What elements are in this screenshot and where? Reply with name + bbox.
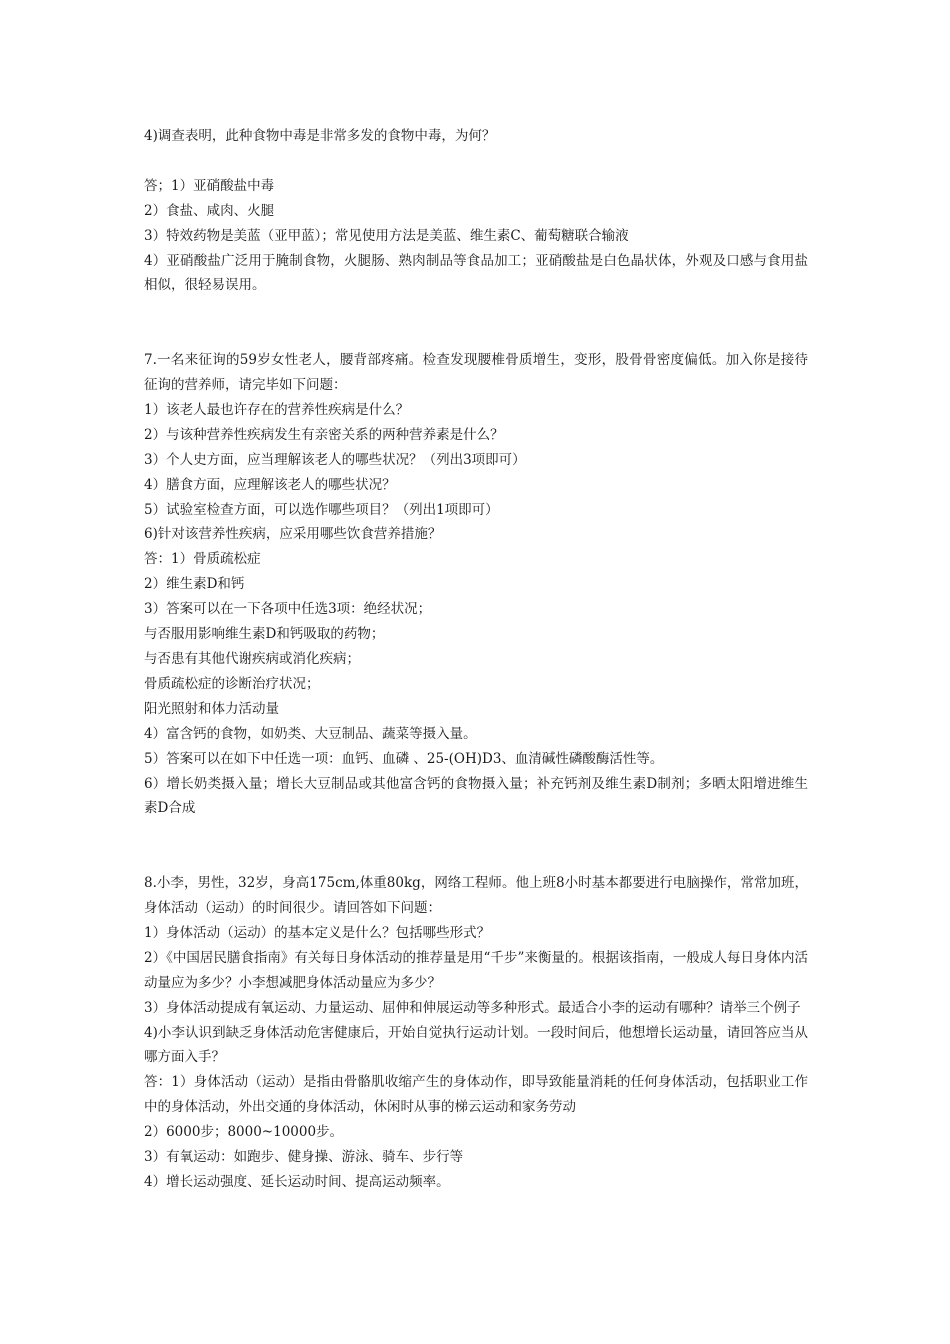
q7-question-5: 5）试验室检查方面，可以选作哪些项目？（列出1项即可） (144, 501, 499, 518)
q7-answer-2: 2）维生素D和钙 (144, 576, 245, 593)
q7-answer-6: 6）增长奶类摄入量；增长大豆制品或其他富含钙的食物摄入量；补充钙剂及维生素D制剂；多晒太阳增进维生素D合成 (144, 775, 808, 817)
q8-question-4: 4)小李认识到缺乏身体活动危害健康后，开始自觉执行运动计划。一段时间后，他想增长运动量，请回答应当从哪方面入手？ (144, 1024, 808, 1066)
q7-answer-3-item-3: 与否患有其他代谢疾病或消化疾病； (144, 651, 360, 667)
q7-answer-3: 3）答案可以在一下各项中任选3项：绝经状况； (144, 601, 432, 618)
q8-question-2: 2）《中国居民膳食指南》有关每日身体活动的推荐量是用“千步”来衡量的。根据该指南，一般成人每日身体内活动量应为多少？小李想减肥身体活动量应为多少？ (144, 949, 808, 991)
q7-intro: 7.一名来征询的59岁女性老人，腰背部疼痛。检查发现腰椎骨质增生，变形，股骨骨密度偏低。加入你是接待征询的营养师，请完毕如下问题： (144, 352, 808, 394)
q8-question-3: 3）身体活动提成有氧运动、力量运动、屈伸和伸展运动等多种形式。最适合小李的运动有哪种？请举三个例子 (144, 999, 801, 1016)
section-spacer (144, 821, 808, 871)
q6-answer-1: 答；1）亚硝酸盐中毒 (144, 177, 275, 194)
blank-line (144, 149, 808, 174)
q7-answer-5: 5）答案可以在如下中任选一项：血钙、血磷 、25-(OH)D3、血清碱性磷酸酶活性等。 (144, 750, 664, 767)
q7-answer-4: 4）富含钙的食物，如奶类、大豆制品、蔬菜等摄入量。 (144, 725, 477, 742)
q7-question-1: 1）该老人最也许存在的营养性疾病是什么？ (144, 401, 410, 418)
q7-question-2: 2）与该种营养性疾病发生有亲密关系的两种营养素是什么？ (144, 426, 504, 443)
q6-answer-2: 2）食盐、咸肉、火腿 (144, 202, 275, 219)
section-spacer (144, 298, 808, 348)
q8-answer-4: 4）增长运动强度、延长运动时间、提高运动频率。 (144, 1174, 450, 1191)
q7-question-6: 6)针对该营养性疾病，应采用哪些饮食营养措施？ (144, 526, 442, 543)
q8-question-1: 1）身体活动（运动）的基本定义是什么？包括哪些形式？ (144, 924, 491, 941)
q6-question-4: 4)调查表明，此种食物中毒是非常多发的食物中毒，为何？ (144, 128, 496, 144)
q8-answer-3: 3）有氧运动：如跑步、健身操、游泳、骑车、步行等 (144, 1149, 464, 1166)
q8-answer-2: 2）6000步；8000~10000步。 (144, 1124, 344, 1141)
q7-question-4: 4）膳食方面，应理解该老人的哪些状况？ (144, 476, 396, 493)
q7-answer-1: 答：1）骨质疏松症 (144, 551, 261, 568)
q7-answer-3-item-2: 与否服用影响维生素D和钙吸取的药物； (144, 626, 385, 643)
q7-answer-3-item-5: 阳光照射和体力活动量 (144, 700, 279, 717)
q7-answer-3-item-4: 骨质疏松症的诊断治疗状况； (144, 675, 320, 692)
q6-answer-3: 3）特效药物是美蓝（亚甲蓝）；常见使用方法是美蓝、维生素C、葡萄糖联合输液 (144, 227, 629, 244)
document-body (144, 124, 808, 1195)
q8-intro: 8.小李，男性，32岁，身高175cm,体重80kg，网络工程师。他上班8小时基本都要进行电脑操作，常常加班，身体活动（运动）的时间很少。请回答如下问题： (144, 875, 808, 917)
q8-answer-1: 答：1）身体活动（运动）是指由骨骼肌收缩产生的身体动作，即导致能量消耗的任何身体活动，包括职业工作中的身体活动，外出交通的身体活动，休闲时从事的梯云运动和家务劳动 (144, 1074, 808, 1116)
q7-question-3: 3）个人史方面，应当理解该老人的哪些状况？（列出3项即可） (144, 451, 526, 468)
q6-answer-4: 4）亚硝酸盐广泛用于腌制食物，火腿肠、熟肉制品等食品加工；亚硝酸盐是白色晶状体，外观及口感与食用盐相似，很轻易误用。 (144, 252, 808, 294)
